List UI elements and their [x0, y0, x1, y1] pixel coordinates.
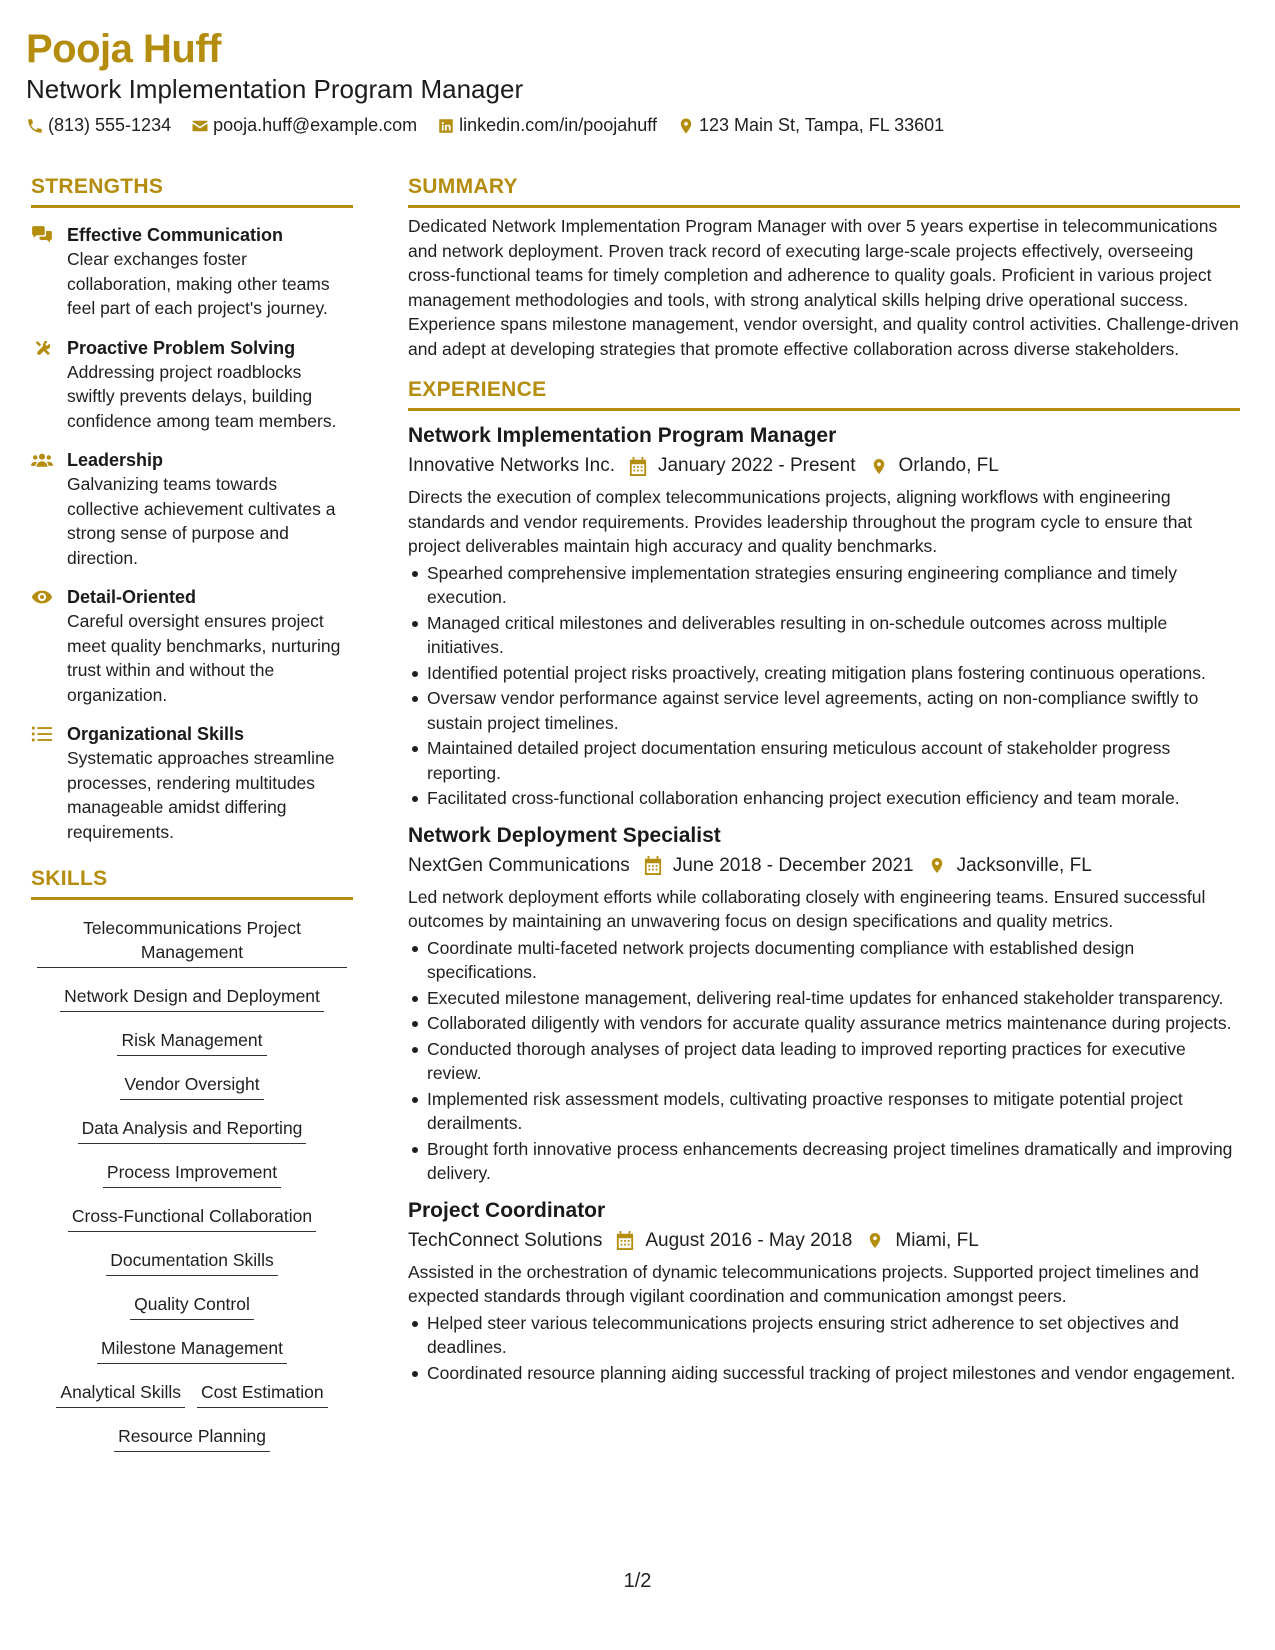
- candidate-name: Pooja Huff: [26, 27, 221, 71]
- strength-desc: Careful oversight ensures project meet quality benchmarks, nurturing trust within and without the organization.: [67, 611, 341, 705]
- skill-tag: Risk Management: [117, 1028, 266, 1056]
- skill-tag: Milestone Management: [97, 1336, 287, 1364]
- skill-tag: Vendor Oversight: [120, 1072, 263, 1100]
- job-title: Network Deployment Specialist: [408, 823, 721, 847]
- job-bullet: Brought forth innovative process enhancements decreasing project timelines dramatically and improving delivery.: [408, 1137, 1240, 1186]
- skills-list: [31, 916, 353, 1452]
- job-bullets: [408, 1311, 1240, 1386]
- skill-tag: Network Design and Deployment: [60, 984, 324, 1012]
- job-bullet: Implemented risk assessment models, cultivating proactive responses to mitigate potential project derailments.: [408, 1087, 1240, 1136]
- skill-tag: Process Improvement: [103, 1160, 281, 1188]
- map-pin-icon: [870, 457, 888, 476]
- job-bullet: Managed critical milestones and deliverables resulting in on-schedule outcomes across multiple initiatives.: [408, 611, 1240, 660]
- map-pin-icon: [928, 856, 946, 875]
- summary-heading: SUMMARY: [408, 172, 1240, 208]
- job-bullet: Maintained detailed project documentation ensuring meticulous account of stakeholder progress reporting.: [408, 736, 1240, 785]
- job-dates: August 2016 - May 2018: [616, 1227, 852, 1255]
- job-meta: [408, 1227, 1240, 1255]
- strengths-heading: STRENGTHS: [31, 172, 353, 208]
- job-title: Project Coordinator: [408, 1198, 606, 1222]
- strength-item: [31, 336, 353, 434]
- page-number: 1/2: [623, 1570, 652, 1592]
- strength-desc: Clear exchanges foster collaboration, making other teams feel part of each project's journey.: [67, 249, 330, 318]
- job-bullet: Coordinated resource planning aiding successful tracking of project milestones and vendor engagement.: [408, 1361, 1240, 1386]
- skill-tag: Resource Planning: [114, 1424, 270, 1452]
- job-meta: [408, 452, 1240, 480]
- job-dates: June 2018 - December 2021: [644, 852, 914, 880]
- right-column: [408, 172, 1240, 1386]
- contact-phone[interactable]: [26, 115, 171, 136]
- left-column: [31, 172, 353, 1468]
- chat-bubbles-icon: [31, 226, 53, 244]
- job-description: Led network deployment efforts while collaborating closely with engineering teams. Ensured successful outcomes by maintaining an unwavering focus on design specifications and quality metrics.: [408, 886, 1206, 931]
- job-bullet: Oversaw vendor performance against service level agreements, acting on non-compliance swiftly to sustain project timelines.: [408, 686, 1240, 735]
- skill-tag: Data Analysis and Reporting: [78, 1116, 307, 1144]
- job-bullet: Helped steer various telecommunications projects ensuring strict adherence to set objectives and deadlines.: [408, 1311, 1240, 1360]
- job-meta: [408, 852, 1240, 880]
- job-location: Orlando, FL: [870, 452, 999, 480]
- strength-item: [31, 585, 353, 707]
- strength-item: [31, 448, 353, 570]
- skill-tag: Cost Estimation: [197, 1380, 328, 1408]
- contact-email[interactable]: [191, 115, 417, 136]
- job-company: TechConnect Solutions: [408, 1229, 603, 1251]
- job-dates: January 2022 - Present: [629, 452, 856, 480]
- resume-header: [26, 26, 1246, 136]
- job-bullet: Facilitated cross-functional collaboration enhancing project execution efficiency and team morale.: [408, 786, 1240, 811]
- job-entry: [408, 421, 1240, 811]
- strength-title: Organizational Skills: [67, 724, 245, 744]
- tools-icon: [31, 339, 53, 357]
- job-bullets: [408, 936, 1240, 1186]
- address-text: 123 Main St, Tampa, FL 33601: [698, 115, 945, 135]
- strength-desc: Systematic approaches streamline processes, rendering multitudes manageable amidst differing requirements.: [67, 748, 335, 842]
- skills-heading: SKILLS: [31, 864, 353, 900]
- strength-desc: Addressing project roadblocks swiftly prevents delays, building confidence among team members.: [67, 361, 337, 431]
- job-bullet: Identified potential project risks proactively, creating mitigation plans fostering continuous operations.: [408, 661, 1240, 686]
- phone-text: (813) 555-1234: [48, 115, 172, 135]
- job-entry: [408, 821, 1240, 1186]
- job-company: Innovative Networks Inc.: [408, 455, 615, 476]
- job-description: Assisted in the orchestration of dynamic telecommunications projects. Supported project timelines and expected standards through vigilant coordination and communication amongst peers.: [408, 1261, 1199, 1306]
- email-text: pooja.huff@example.com: [213, 115, 418, 135]
- strength-item: [31, 722, 353, 844]
- skill-tag: Analytical Skills: [56, 1380, 185, 1408]
- calendar-icon: [629, 457, 647, 476]
- skill-tag: Documentation Skills: [106, 1248, 277, 1276]
- contact-address[interactable]: [677, 115, 944, 136]
- job-bullet: Coordinate multi-faceted network projects documenting compliance with established design specifications.: [408, 936, 1240, 985]
- job-location: Jacksonville, FL: [928, 852, 1092, 880]
- candidate-role: Network Implementation Program Manager: [26, 74, 524, 104]
- map-pin-icon: [866, 1231, 884, 1250]
- strength-title: Detail-Oriented: [67, 587, 197, 607]
- strength-item: [31, 223, 353, 321]
- calendar-icon: [644, 856, 662, 875]
- strength-title: Effective Communication: [67, 225, 284, 245]
- linkedin-icon: [437, 117, 455, 135]
- contact-linkedin[interactable]: [437, 115, 657, 136]
- job-bullets: [408, 561, 1240, 811]
- map-pin-icon: [677, 117, 695, 135]
- job-bullet: Collaborated diligently with vendors for accurate quality assurance metrics maintenance during projects.: [408, 1011, 1240, 1036]
- strength-title: Proactive Problem Solving: [67, 337, 296, 358]
- job-company: NextGen Communications: [408, 854, 630, 876]
- skill-tag: Telecommunications Project Management: [37, 916, 347, 968]
- job-bullet: Executed milestone management, delivering real-time updates for enhanced stakeholder transparency.: [408, 986, 1240, 1011]
- experience-list: [408, 421, 1240, 1385]
- list-icon: [31, 725, 53, 743]
- skill-tag: Cross-Functional Collaboration: [68, 1204, 316, 1232]
- contact-bar: [26, 115, 1246, 136]
- eye-icon: [31, 588, 53, 606]
- linkedin-text: linkedin.com/in/poojahuff: [459, 115, 657, 135]
- users-icon: [31, 451, 53, 469]
- envelope-icon: [191, 117, 209, 135]
- job-entry: [408, 1196, 1240, 1386]
- job-location: Miami, FL: [866, 1227, 978, 1255]
- job-description: Directs the execution of complex telecommunications projects, aligning workflows with engineering standards and vendor requirements. Provides leadership throughout the program cycle to ensure that project deliverables maintain high accuracy and quality benchmarks.: [408, 487, 1193, 556]
- job-title: Network Implementation Program Manager: [408, 424, 837, 447]
- summary-text: Dedicated Network Implementation Program Manager with over 5 years expertise in telecommunications and network deployment. Proven track record of executing large-scale projects effectively, overseeing cross-functional teams for timely completion and adherence to quality goals. Proficient in various project management methodologies and tools, with strong analytical skills helping drive operational success. Experience spans milestone management, vendor oversight, and quality control activities. Challenge-driven and adept at developing strategies that promote effective collaboration across diverse stakeholders.: [408, 216, 1239, 359]
- job-bullet: Spearhed comprehensive implementation strategies ensuring engineering compliance and timely execution.: [408, 561, 1240, 610]
- calendar-icon: [616, 1231, 634, 1250]
- job-bullet: Conducted thorough analyses of project data leading to improved reporting practices for executive review.: [408, 1037, 1240, 1086]
- skill-tag: Quality Control: [130, 1292, 254, 1320]
- strength-desc: Galvanizing teams towards collective achievement cultivates a strong sense of purpose and direction.: [67, 474, 336, 568]
- experience-heading: EXPERIENCE: [408, 375, 1240, 411]
- phone-icon: [26, 117, 44, 135]
- strength-title: Leadership: [67, 450, 164, 470]
